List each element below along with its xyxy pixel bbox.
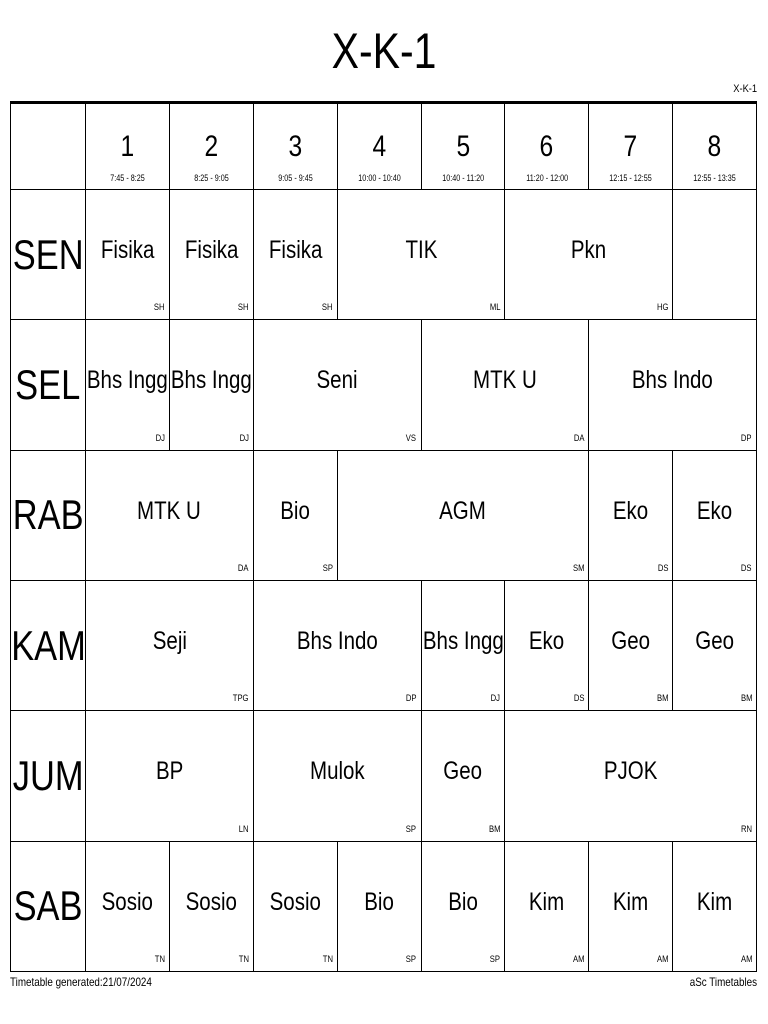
period-number: 7 <box>623 130 638 163</box>
lesson-subject: Geo <box>695 627 734 656</box>
day-label: RAB <box>12 491 84 539</box>
lesson-subject: Fisika <box>268 236 322 265</box>
lesson-subject: Pkn <box>571 236 607 265</box>
lesson-cell <box>86 320 170 450</box>
period-number: 1 <box>120 130 135 163</box>
lesson-teacher: AM <box>656 953 669 964</box>
period-header <box>505 104 589 190</box>
lesson-teacher: DJ <box>155 432 165 443</box>
lesson-teacher: SH <box>238 302 249 313</box>
lesson-teacher: SP <box>322 562 333 573</box>
lesson-subject: Fisika <box>184 236 239 265</box>
lesson-subject: Seji <box>152 627 187 656</box>
period-time: 11:20 - 12:00 <box>525 173 568 183</box>
day-header <box>11 190 86 320</box>
period-number: 2 <box>204 130 219 163</box>
lesson-subject: Kim <box>613 887 649 916</box>
lesson-subject: Seni <box>316 366 358 395</box>
lesson-teacher: DJ <box>239 432 249 443</box>
day-label: KAM <box>11 621 86 669</box>
lesson-cell <box>422 842 506 972</box>
lesson-cell <box>589 842 673 972</box>
lesson-cell <box>505 711 757 841</box>
day-header <box>11 581 86 711</box>
lesson-cell <box>86 190 170 320</box>
lesson-teacher: SP <box>406 953 417 964</box>
lesson-subject: Bhs Ingg <box>170 366 252 395</box>
lesson-subject: BP <box>155 757 184 786</box>
lesson-teacher: DP <box>741 432 752 443</box>
corner-cell <box>11 104 86 190</box>
lesson-subject: PJOK <box>603 757 658 786</box>
period-number: 3 <box>288 130 303 163</box>
lesson-subject: Bhs Indo <box>632 366 714 395</box>
period-header <box>589 104 673 190</box>
lesson-subject: Bio <box>280 496 310 525</box>
lesson-teacher: DP <box>405 693 417 704</box>
lesson-cell <box>254 190 338 320</box>
lesson-cell <box>254 451 338 581</box>
empty-cell <box>673 190 757 320</box>
period-header <box>422 104 506 190</box>
lesson-cell <box>254 842 338 972</box>
lesson-cell <box>170 320 254 450</box>
page-title: X-K-1 <box>331 23 437 79</box>
lesson-teacher: SP <box>406 823 417 834</box>
lesson-teacher: DA <box>573 432 585 443</box>
brand-label: aSc Timetables <box>689 975 757 989</box>
lesson-cell <box>338 451 590 581</box>
day-label: SEN <box>12 230 84 278</box>
lesson-teacher: BM <box>488 823 501 834</box>
lesson-subject: Sosio <box>101 887 154 916</box>
lesson-subject: AGM <box>439 496 487 525</box>
lesson-teacher: TN <box>154 953 165 964</box>
day-header <box>11 320 86 450</box>
lesson-cell <box>86 711 254 841</box>
period-time: 12:15 - 12:55 <box>609 173 652 183</box>
lesson-cell <box>673 451 757 581</box>
period-number: 8 <box>707 130 722 163</box>
lesson-subject: Eko <box>613 496 649 525</box>
period-time: 10:00 - 10:40 <box>357 173 401 183</box>
lesson-teacher: TN <box>238 953 249 964</box>
lesson-subject: Bhs Ingg <box>86 366 168 395</box>
lesson-teacher: AM <box>740 953 752 964</box>
lesson-cell <box>673 842 757 972</box>
lesson-subject: Geo <box>611 627 651 656</box>
lesson-cell <box>505 842 589 972</box>
timetable-grid <box>10 101 757 972</box>
lesson-subject: Eko <box>696 496 733 525</box>
lesson-subject: Bio <box>448 887 478 916</box>
lesson-cell <box>170 842 254 972</box>
lesson-cell <box>338 190 506 320</box>
lesson-subject: Eko <box>529 627 565 656</box>
lesson-cell <box>254 711 422 841</box>
lesson-teacher: TN <box>322 953 333 964</box>
lesson-subject: Bhs Indo <box>296 627 378 656</box>
lesson-cell <box>254 320 422 450</box>
lesson-subject: Sosio <box>185 887 237 916</box>
lesson-subject: Sosio <box>269 887 321 916</box>
lesson-cell <box>422 581 506 711</box>
lesson-teacher: DS <box>657 562 669 573</box>
lesson-cell <box>589 320 757 450</box>
lesson-cell <box>505 581 589 711</box>
lesson-subject: MTK U <box>137 496 202 525</box>
lesson-teacher: ML <box>489 302 501 313</box>
lesson-subject: Bhs Ingg <box>422 627 504 656</box>
lesson-teacher: SP <box>490 953 501 964</box>
period-header <box>170 104 254 190</box>
lesson-cell <box>422 320 590 450</box>
lesson-subject: Bio <box>364 887 394 916</box>
lesson-subject: MTK U <box>472 366 537 395</box>
lesson-cell <box>673 581 757 711</box>
lesson-subject: Fisika <box>100 236 155 265</box>
lesson-cell <box>170 190 254 320</box>
day-label: SAB <box>13 882 83 930</box>
lesson-cell <box>589 451 673 581</box>
lesson-teacher: AM <box>572 953 585 964</box>
period-time: 10:40 - 11:20 <box>441 173 484 183</box>
lesson-teacher: SH <box>154 302 165 313</box>
lesson-cell <box>86 581 254 711</box>
period-header <box>254 104 338 190</box>
period-number: 5 <box>456 130 470 163</box>
class-label: X-K-1 <box>733 83 757 95</box>
day-header <box>11 711 86 841</box>
day-header <box>11 842 86 972</box>
period-number: 6 <box>539 130 554 163</box>
lesson-cell <box>86 842 170 972</box>
lesson-teacher: VS <box>406 432 417 443</box>
lesson-cell <box>505 190 673 320</box>
lesson-subject: TIK <box>405 236 437 265</box>
period-time: 8:25 - 9:05 <box>194 173 229 183</box>
period-time: 7:45 - 8:25 <box>110 173 145 183</box>
day-label: SEL <box>15 360 81 408</box>
lesson-cell <box>589 581 673 711</box>
lesson-teacher: BM <box>740 693 752 704</box>
period-header <box>86 104 170 190</box>
lesson-teacher: HG <box>656 302 669 313</box>
lesson-teacher: DS <box>573 693 585 704</box>
lesson-cell <box>338 842 422 972</box>
period-time: 9:05 - 9:45 <box>277 173 313 183</box>
lesson-teacher: BM <box>656 693 669 704</box>
lesson-teacher: SH <box>321 302 333 313</box>
lesson-subject: Kim <box>529 887 565 916</box>
period-header <box>338 104 422 190</box>
day-header <box>11 451 86 581</box>
lesson-teacher: TPG <box>233 693 249 704</box>
lesson-cell <box>86 451 254 581</box>
lesson-teacher: DS <box>741 562 752 573</box>
lesson-cell <box>254 581 422 711</box>
period-header <box>673 104 757 190</box>
generated-date: Timetable generated:21/07/2024 <box>10 975 152 989</box>
lesson-subject: Geo <box>443 757 483 786</box>
lesson-cell <box>422 711 506 841</box>
lesson-teacher: RN <box>740 823 752 834</box>
lesson-teacher: DA <box>238 562 249 573</box>
lesson-subject: Mulok <box>309 757 365 786</box>
lesson-teacher: SM <box>572 562 585 573</box>
day-label: JUM <box>12 751 84 799</box>
period-number: 4 <box>372 130 386 163</box>
period-time: 12:55 - 13:35 <box>693 173 736 183</box>
lesson-subject: Kim <box>696 887 733 916</box>
lesson-teacher: DJ <box>491 693 501 704</box>
lesson-teacher: LN <box>238 823 249 834</box>
